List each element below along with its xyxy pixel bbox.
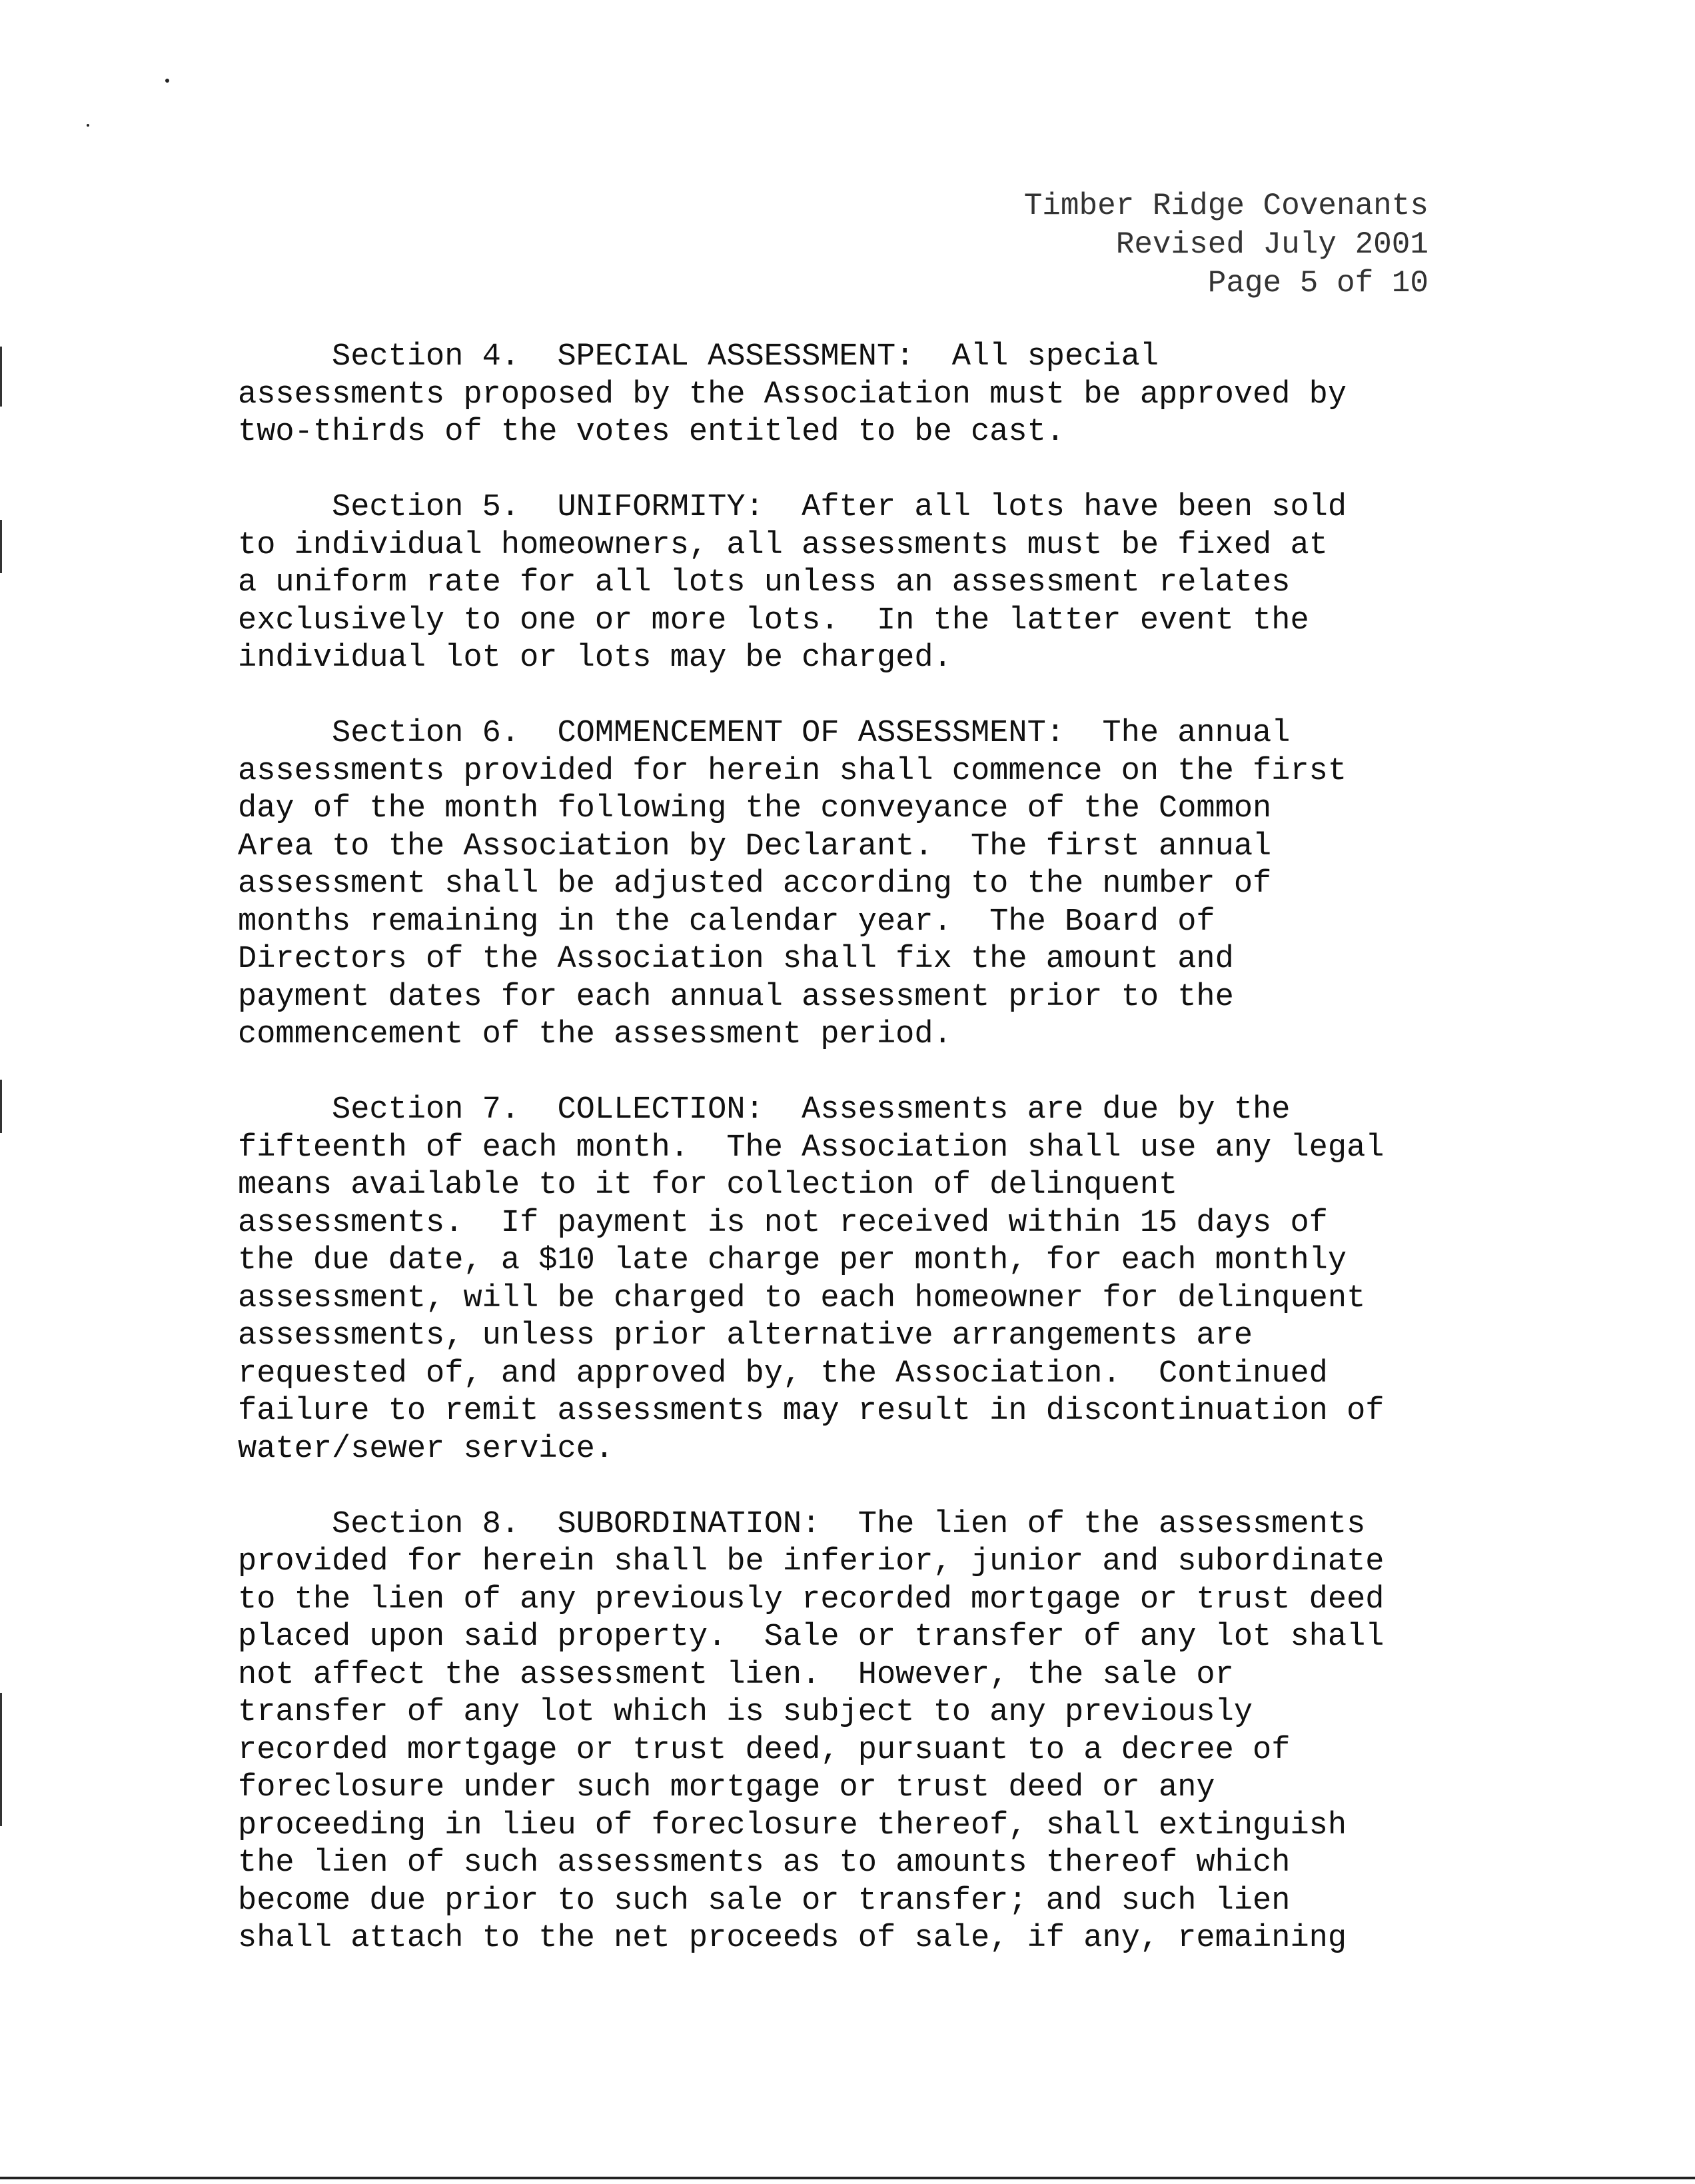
text-line: assessments proposed by the Association must be approved by bbox=[238, 377, 1347, 413]
text-line: exclusively to one or more lots. In the latter event the bbox=[238, 602, 1309, 638]
text-line: assessment shall be adjusted according to the number of bbox=[238, 866, 1272, 902]
text-line: Section 6. COMMENCEMENT OF ASSESSMENT: The annual bbox=[238, 716, 1291, 751]
text-line: not affect the assessment lien. However, the sale or bbox=[238, 1657, 1234, 1693]
section-5 bbox=[238, 489, 1477, 678]
text-line: assessments, unless prior alternative arrangements are bbox=[238, 1318, 1253, 1354]
header-page-number: Page 5 of 10 bbox=[1207, 266, 1428, 301]
text-line: foreclosure under such mortgage or trust deed or any bbox=[238, 1770, 1215, 1805]
scan-edge-mark bbox=[0, 1080, 2, 1133]
scan-edge-mark bbox=[0, 520, 2, 573]
text-line: recorded mortgage or trust deed, pursuant to a decree of bbox=[238, 1732, 1291, 1768]
text-line: placed upon said property. Sale or transfer of any lot shall bbox=[238, 1620, 1385, 1655]
text-line: assessments. If payment is not received within 15 days of bbox=[238, 1205, 1328, 1241]
scan-bottom-edge bbox=[0, 2177, 1695, 2179]
text-line: Section 7. COLLECTION: Assessments are due by the bbox=[238, 1092, 1291, 1128]
scan-edge-mark bbox=[0, 1693, 2, 1826]
text-line: requested of, and approved by, the Association. Continued bbox=[238, 1356, 1328, 1392]
document-body bbox=[238, 339, 1477, 1995]
text-line: become due prior to such sale or transfer; and such lien bbox=[238, 1883, 1291, 1919]
text-line: individual lot or lots may be charged. bbox=[238, 640, 952, 676]
text-line: proceeding in lieu of foreclosure thereof, shall extinguish bbox=[238, 1807, 1347, 1843]
text-line: Directors of the Association shall fix the amount and bbox=[238, 942, 1234, 977]
text-line: the lien of such assessments as to amounts thereof which bbox=[238, 1845, 1291, 1881]
text-line: commencement of the assessment period. bbox=[238, 1017, 952, 1052]
text-line: failure to remit assessments may result in discontinuation of bbox=[238, 1394, 1385, 1429]
text-line: day of the month following the conveyance of the Common bbox=[238, 791, 1272, 826]
text-line: Section 8. SUBORDINATION: The lien of the assessments bbox=[238, 1506, 1366, 1542]
section-7 bbox=[238, 1092, 1477, 1468]
running-header bbox=[1024, 187, 1428, 303]
text-line: means available to it for collection of delinquent bbox=[238, 1168, 1178, 1203]
text-line: provided for herein shall be inferior, junior and subordinate bbox=[238, 1544, 1385, 1580]
text-line: Section 4. SPECIAL ASSESSMENT: All special bbox=[238, 339, 1159, 375]
header-title: Timber Ridge Covenants bbox=[1023, 189, 1428, 223]
section-6 bbox=[238, 715, 1477, 1054]
text-line: payment dates for each annual assessment prior to the bbox=[238, 979, 1234, 1015]
text-line: assessments provided for herein shall commence on the first bbox=[238, 753, 1347, 789]
text-line: months remaining in the calendar year. The Board of bbox=[238, 904, 1215, 940]
section-8 bbox=[238, 1506, 1477, 1958]
header-revision: Revised July 2001 bbox=[1115, 227, 1428, 262]
text-line: Section 5. UNIFORMITY: After all lots have been sold bbox=[238, 490, 1347, 525]
scan-speck bbox=[165, 79, 169, 83]
text-line: the due date, a $10 late charge per month, for each monthly bbox=[238, 1243, 1347, 1278]
text-line: transfer of any lot which is subject to any previously bbox=[238, 1695, 1253, 1730]
text-line: Area to the Association by Declarant. The first annual bbox=[238, 828, 1272, 864]
text-line: shall attach to the net proceeds of sale, if any, remaining bbox=[238, 1921, 1347, 1956]
text-line: two-thirds of the votes entitled to be cast. bbox=[238, 415, 1065, 450]
text-line: fifteenth of each month. The Association shall use any legal bbox=[238, 1130, 1385, 1166]
text-line: water/sewer service. bbox=[238, 1431, 614, 1467]
text-line: to individual homeowners, all assessments must be fixed at bbox=[238, 527, 1328, 563]
text-line: a uniform rate for all lots unless an assessment relates bbox=[238, 565, 1291, 600]
scan-edge-mark bbox=[0, 347, 2, 407]
scan-speck bbox=[87, 124, 89, 127]
text-line: assessment, will be charged to each homeowner for delinquent bbox=[238, 1280, 1366, 1316]
text-line: to the lien of any previously recorded mortgage or trust deed bbox=[238, 1582, 1385, 1618]
section-4 bbox=[238, 339, 1477, 452]
